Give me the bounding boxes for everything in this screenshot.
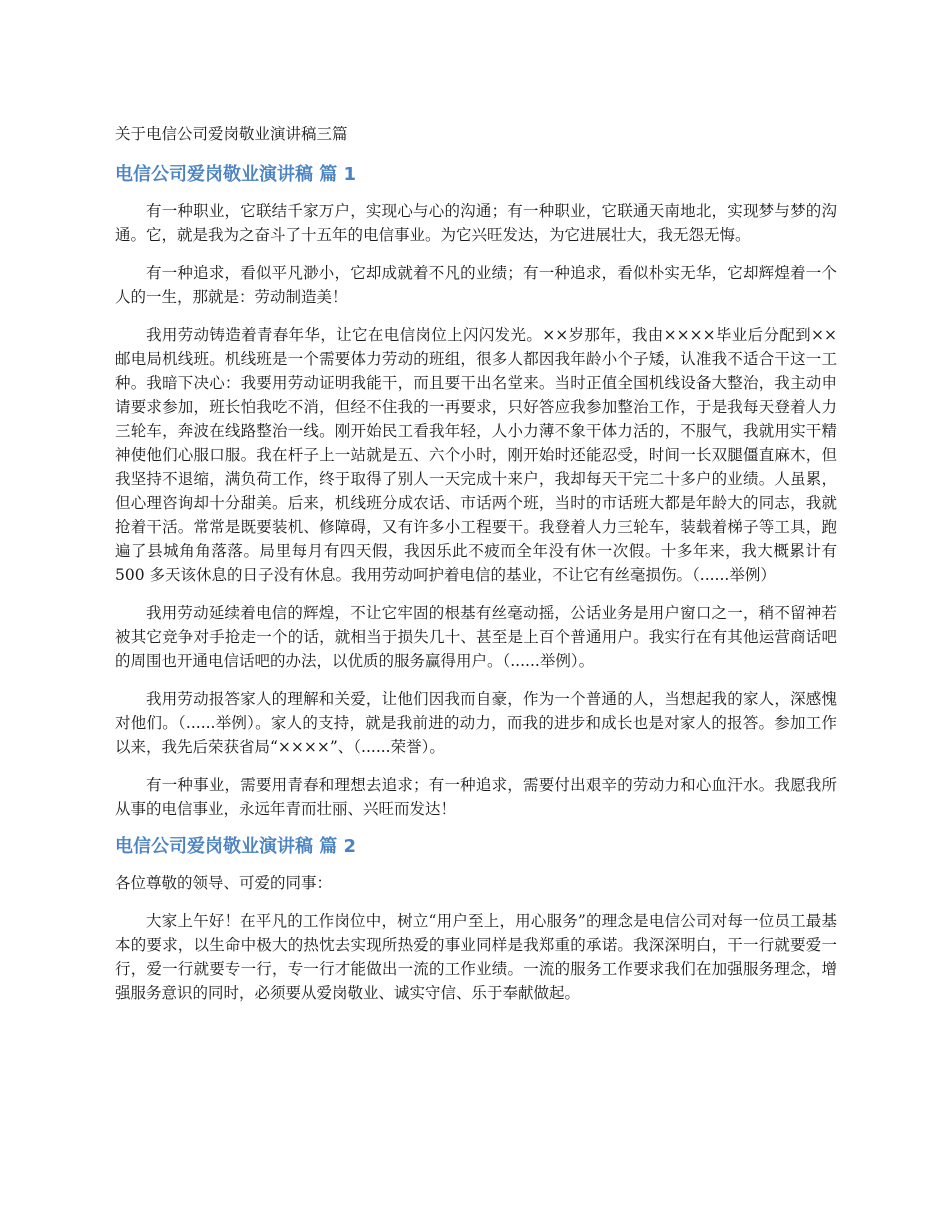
paragraph: 我用劳动铸造着青春年华，让它在电信岗位上闪闪发光。××岁那年，我由××××毕业后分配到××邮电局机线班。机线班是一个需要体力劳动的班组，很多人都因我年龄小个子矮，认准我不适合干这一工种。我暗下决心：我要用劳动证明我能干，而且要干出名堂来。当时正值全国机线设备大整治，我主动申请要求参加，班长怕我吃不消，但经不住我的一再要求，只好答应我参加整治工作，于是我每天登着人力三轮车，奔波在线路整治一线。刚开始民工看我年轻，人小力薄不象干体力活的，不服气，我就用实干精神使他们心服口服。我在杆子上一站就是五、六个小时，刚开始时还能忍受，时间一长双腿僵直麻木，但我坚持不退缩，满负荷工作，终于取得了别人一天完成十来户，我却每天干完二十多户的业绩。人虽累，但心理咨询却十分甜美。后来，机线班分成农话、市话两个班，当时的市话班大都是年龄大的同志，我就抢着干活。常常是既要装机、修障碍，又有许多小工程要干。我登着人力三轮车，装载着梯子等工具，跑遍了县城角角落落。局里每月有四天假，我因乐此不疲而全年没有休一次假。十多年来，我大概累计有 500 多天该休息的日子没有休息。我用劳动呵护着电信的基业，不让它有丝毫损伤。（......举例） [115,326,837,584]
greeting: 各位尊敬的领导、可爱的同事： [115,874,333,892]
paragraph: 我用劳动报答家人的理解和关爱，让他们因我而自豪，作为一个普通的人，当想起我的家人，深感愧对他们。（......举例）。家人的支持，就是我前进的动力，而我的进步和成长也是对家人的报答。参加工作以来，我先后荣获省局“××××”、（......荣誉）。 [115,690,837,756]
paragraph: 有一种追求，看似平凡渺小，它却成就着不凡的业绩；有一种追求，看似朴实无华，它却辉煌着一个人的一生，那就是：劳动制造美！ [115,264,837,306]
section-heading: 电信公司爱岗敬业演讲稿 篇 2 [115,836,357,857]
section-heading: 电信公司爱岗敬业演讲稿 篇 1 [115,164,357,185]
document-page [115,122,837,1019]
paragraph: 有一种事业，需要用青春和理想去追求；有一种追求，需要付出艰辛的劳动力和心血汗水。我愿我所从事的电信事业，永远年青而壮丽、兴旺而发达！ [115,776,837,818]
paragraph: 我用劳动延续着电信的辉煌，不让它牢固的根基有丝毫动摇，公话业务是用户窗口之一，稍不留神若被其它竞争对手抢走一个的话，就相当于损失几十、甚至是上百个普通用户。我实行在有其他运营商话吧的周围也开通电信话吧的办法，以优质的服务赢得用户。（......举例）。 [115,604,837,670]
section-2 [115,835,837,1005]
paragraph: 大家上午好！在平凡的工作岗位中，树立“用户至上，用心服务”的理念是电信公司对每一位员工最基本的要求，以生命中极大的热忱去实现所热爱的事业同样是我郑重的承诺。我深深明白，干一行就要爱一行，爱一行就要专一行，专一行才能做出一流的工作业绩。一流的服务工作要求我们在加强服务理念，增强服务意识的同时，必须要从爱岗敬业、诚实守信、乐于奉献做起。 [115,912,837,1002]
paragraph: 有一种职业，它联结千家万户，实现心与心的沟通；有一种职业，它联通天南地北，实现梦与梦的沟通。它，就是我为之奋斗了十五年的电信事业。为它兴旺发达，为它进展壮大，我无怨无悔。 [115,202,837,244]
section-1 [115,163,837,821]
document-title: 关于电信公司爱岗敬业演讲稿三篇 [115,125,348,143]
